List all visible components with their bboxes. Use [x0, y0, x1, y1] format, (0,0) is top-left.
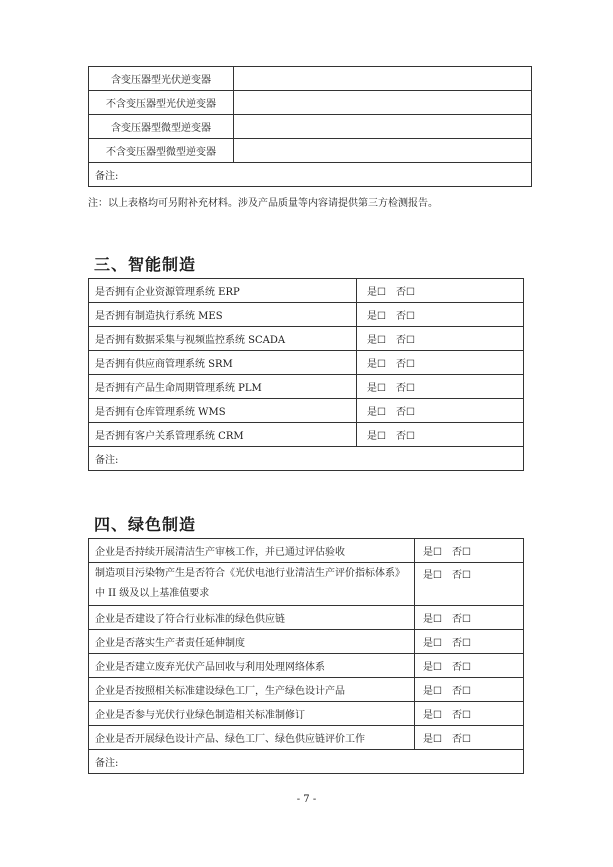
question-cell: 是否拥有产品生命周期管理系统 PLM: [89, 375, 357, 399]
yes-checkbox[interactable]: 是☐: [367, 383, 386, 394]
table-row: [89, 654, 524, 678]
table-row: [89, 91, 532, 115]
no-checkbox[interactable]: 否☐: [395, 311, 415, 322]
question-cell: 是否拥有企业资源管理系统 ERP: [89, 279, 357, 303]
yes-no-options[interactable]: [415, 702, 524, 726]
value-cell[interactable]: [234, 67, 532, 91]
value-cell[interactable]: [234, 139, 532, 163]
remark-label: 备注:: [89, 447, 524, 471]
table-row: [89, 67, 532, 91]
question-cell: 制造项目污染物产生是否符合《光伏电池行业清洁生产评价指标体系》中 II 级及以上基准值要求: [89, 563, 415, 606]
no-checkbox[interactable]: 否☐: [395, 359, 415, 370]
table-row: [89, 726, 524, 750]
no-checkbox[interactable]: 否☐: [451, 547, 471, 558]
table-note: 注：以上表格均可另附补充材料。涉及产品质量等内容请提供第三方检测报告。: [88, 198, 438, 209]
table-row: [89, 423, 524, 447]
question-cell: 企业是否参与光伏行业绿色制造相关标准制修订: [89, 702, 415, 726]
no-checkbox[interactable]: 否☐: [451, 734, 471, 745]
yes-checkbox[interactable]: 是☐: [367, 407, 386, 418]
yes-checkbox[interactable]: 是☐: [423, 710, 442, 721]
no-checkbox[interactable]: 否☐: [395, 287, 415, 298]
yes-checkbox[interactable]: 是☐: [423, 662, 442, 673]
table-row: [89, 678, 524, 702]
yes-no-options[interactable]: [357, 375, 524, 399]
table-row: [89, 351, 524, 375]
yes-checkbox[interactable]: 是☐: [367, 311, 386, 322]
yes-no-options[interactable]: [415, 539, 524, 563]
table-row: [89, 115, 532, 139]
remark-label: 备注:: [89, 163, 532, 187]
green-manufacturing-table: [88, 538, 524, 774]
table-row: [89, 630, 524, 654]
yes-no-options[interactable]: [415, 606, 524, 630]
yes-checkbox[interactable]: 是☐: [423, 547, 442, 558]
yes-no-options[interactable]: [415, 563, 524, 606]
yes-no-options[interactable]: [357, 423, 524, 447]
page-number: - 7 -: [296, 794, 317, 805]
no-checkbox[interactable]: 否☐: [395, 431, 415, 442]
no-checkbox[interactable]: 否☐: [395, 383, 415, 394]
row-label: 含变压器型光伏逆变器: [89, 67, 234, 91]
yes-checkbox[interactable]: 是☐: [423, 686, 442, 697]
table-row: [89, 375, 524, 399]
yes-checkbox[interactable]: 是☐: [367, 431, 386, 442]
yes-checkbox[interactable]: 是☐: [423, 638, 442, 649]
yes-checkbox[interactable]: 是☐: [367, 335, 386, 346]
question-cell: 企业是否开展绿色设计产品、绿色工厂、绿色供应链评价工作: [89, 726, 415, 750]
no-checkbox[interactable]: 否☐: [395, 335, 415, 346]
yes-no-options[interactable]: [357, 399, 524, 423]
yes-no-options[interactable]: [415, 726, 524, 750]
remark-label: 备注:: [89, 750, 524, 774]
yes-checkbox[interactable]: 是☐: [423, 734, 442, 745]
row-label: 含变压器型微型逆变器: [89, 115, 234, 139]
table-row: [89, 139, 532, 163]
smart-manufacturing-table: [88, 278, 524, 471]
value-cell[interactable]: [234, 115, 532, 139]
question-cell: 企业是否建立废弃光伏产品回收与利用处理网络体系: [89, 654, 415, 678]
yes-no-options[interactable]: [357, 327, 524, 351]
no-checkbox[interactable]: 否☐: [451, 638, 471, 649]
question-cell: 是否拥有制造执行系统 MES: [89, 303, 357, 327]
table-row: [89, 539, 524, 563]
section-heading-green-manufacturing: 四、绿色制造: [94, 515, 197, 534]
table-row: [89, 399, 524, 423]
question-cell: 企业是否建设了符合行业标准的绿色供应链: [89, 606, 415, 630]
yes-checkbox[interactable]: 是☐: [423, 614, 442, 625]
remark-row: [89, 750, 524, 774]
no-checkbox[interactable]: 否☐: [451, 710, 471, 721]
yes-no-options[interactable]: [415, 678, 524, 702]
no-checkbox[interactable]: 否☐: [451, 686, 471, 697]
yes-no-options[interactable]: [415, 630, 524, 654]
yes-no-options[interactable]: [415, 654, 524, 678]
section-heading-smart-manufacturing: 三、智能制造: [94, 255, 197, 274]
question-cell: 企业是否持续开展清洁生产审核工作，并已通过评估验收: [89, 539, 415, 563]
table-row: [89, 327, 524, 351]
yes-no-options[interactable]: [357, 279, 524, 303]
yes-checkbox[interactable]: 是☐: [367, 287, 386, 298]
table-row: [89, 702, 524, 726]
question-cell: 企业是否落实生产者责任延伸制度: [89, 630, 415, 654]
table-row: [89, 563, 524, 606]
table-row: [89, 279, 524, 303]
question-cell: 是否拥有数据采集与视频监控系统 SCADA: [89, 327, 357, 351]
table-row: [89, 303, 524, 327]
question-cell: 是否拥有供应商管理系统 SRM: [89, 351, 357, 375]
table-row: [89, 606, 524, 630]
value-cell[interactable]: [234, 91, 532, 115]
remark-row: [89, 163, 532, 187]
yes-checkbox[interactable]: 是☐: [367, 359, 386, 370]
question-cell: 是否拥有仓库管理系统 WMS: [89, 399, 357, 423]
no-checkbox[interactable]: 否☐: [451, 662, 471, 673]
question-cell: 企业是否按照相关标准建设绿色工厂，生产绿色设计产品: [89, 678, 415, 702]
row-label: 不含变压器型微型逆变器: [89, 139, 234, 163]
yes-no-options[interactable]: [357, 303, 524, 327]
no-checkbox[interactable]: 否☐: [451, 570, 471, 581]
product-type-table: [88, 66, 532, 187]
no-checkbox[interactable]: 否☐: [395, 407, 415, 418]
no-checkbox[interactable]: 否☐: [451, 614, 471, 625]
yes-checkbox[interactable]: 是☐: [423, 570, 442, 581]
row-label: 不含变压器型光伏逆变器: [89, 91, 234, 115]
remark-row: [89, 447, 524, 471]
yes-no-options[interactable]: [357, 351, 524, 375]
question-cell: 是否拥有客户关系管理系统 CRM: [89, 423, 357, 447]
